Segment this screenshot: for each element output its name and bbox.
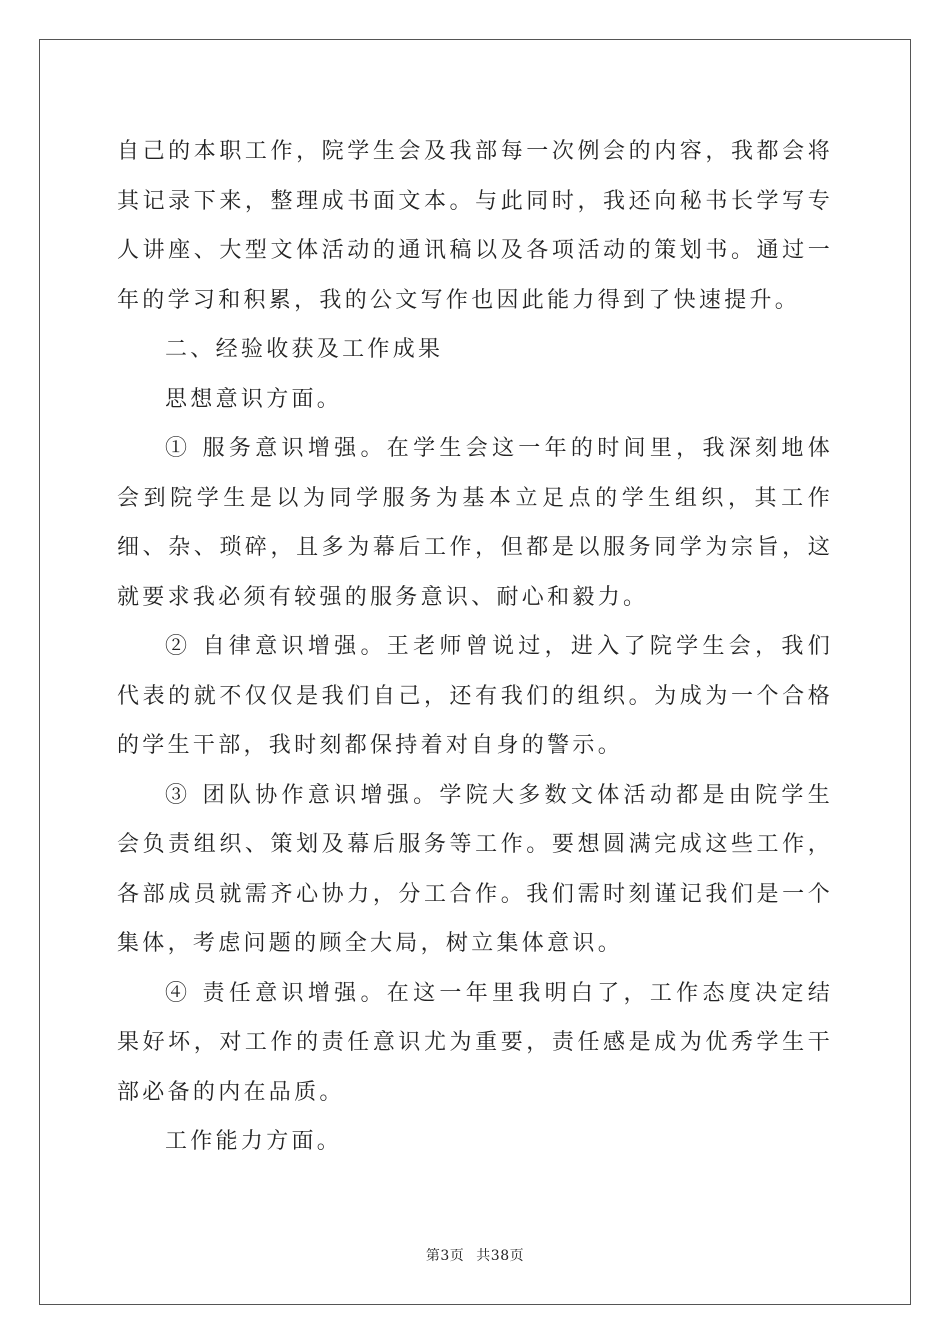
subsection-heading-ability: 工作能力方面。 [165,1129,343,1154]
paragraph-responsibility: ④ 责任意识增强。在这一年里我明白了，工作态度决定结果好坏，对工作的责任意识尤为重要，责任感是成为优秀学生干部必备的内在品质。 [117,980,833,1105]
subsection-heading-thought: 思想意识方面。 [165,386,343,412]
paragraph-self-discipline: ② 自律意识增强。王老师曾说过，进入了院学生会，我们代表的就不仅仅是我们自己，还有我们的组织。为成为一个合格的学生干部，我时刻都保持着对自身的警示。 [117,634,833,758]
page-number: 第3页 [425,1248,465,1264]
section-heading: 二、经验收获及工作成果 [165,337,444,362]
page-total: 共38页 [476,1248,525,1264]
paragraph-1: 自己的本职工作，院学生会及我部每一次例会的内容，我都会将其记录下来，整理成书面文本。与此同时，我还向秘书长学写专人讲座、大型文体活动的通讯稿以及各项活动的策划书。通过一年的学习和积累，我的公文写作也因此能力得到了快速提升。 [117,139,833,313]
paragraph-service: ① 服务意识增强。在学生会这一年的时间里，我深刻地体会到院学生是以为同学服务为基本立足点的学生组织，其工作细、杂、琐碎，且多为幕后工作，但都是以服务同学为宗旨，这就要求我必须有较强的服务意识、耐心和毅力。 [117,436,833,610]
document-body [117,127,833,1167]
page-footer [0,1245,950,1265]
paragraph-teamwork: ③ 团队协作意识增强。学院大多数文体活动都是由院学生会负责组织、策划及幕后服务等工作。要想圆满完成这些工作，各部成员就需齐心协力，分工合作。我们需时刻谨记我们是一个集体，考虑问题的顾全大局，树立集体意识。 [117,782,833,956]
